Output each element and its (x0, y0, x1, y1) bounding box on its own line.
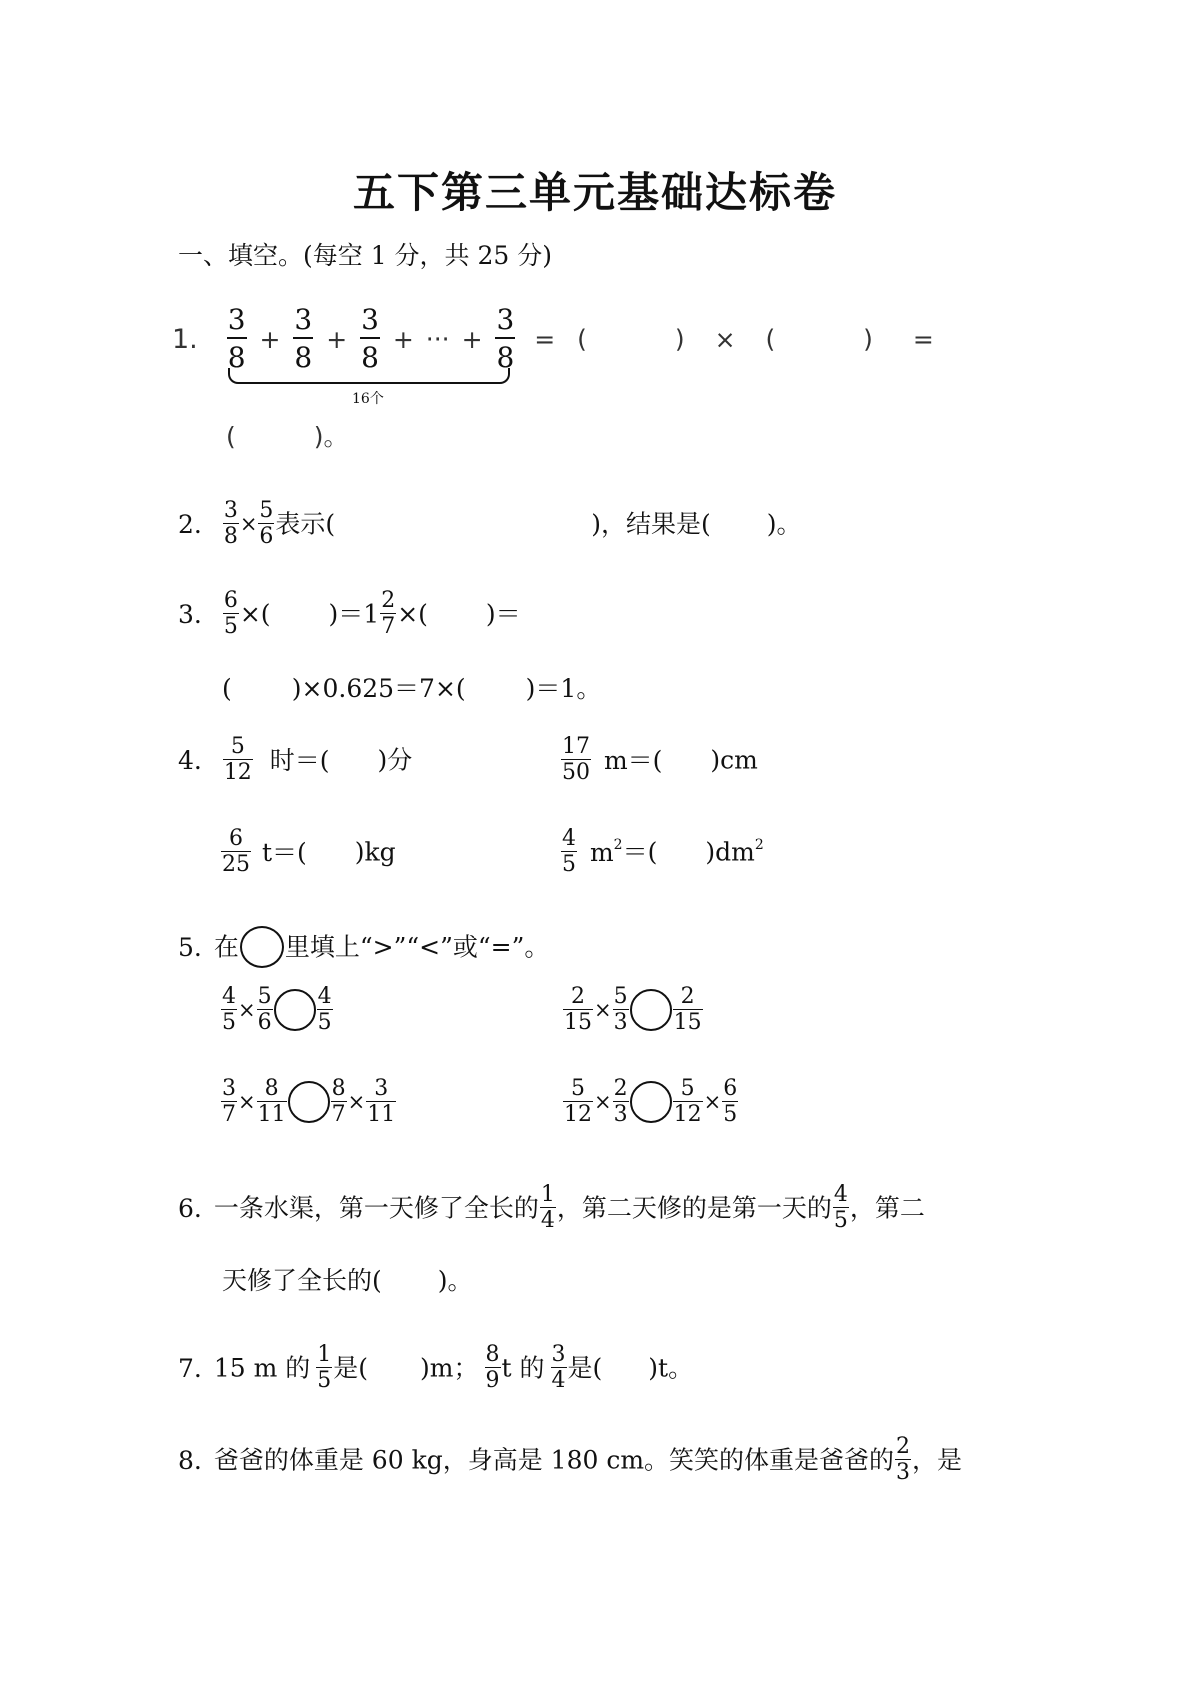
fraction: $\frac{8}{9}$ (485, 1342, 500, 1393)
comparison-circle[interactable] (630, 989, 672, 1031)
fraction: $\frac{5}{12}$ (673, 1076, 702, 1127)
question-4-d: $\frac{4}{5}$ $m^2=$( )$dm^2$ (562, 826, 764, 877)
question-1-continued: ( )。 (226, 422, 349, 451)
fraction: $\frac{1}{5}$ (317, 1342, 332, 1393)
question-8: 8. 爸爸的体重是 60 kg，身高是 180 cm。笑笑的体重是爸爸的 $\frac{2}{3}$ ，是 (178, 1434, 963, 1485)
fraction: $\frac{5}{3}$ (613, 984, 628, 1035)
question-number: 2. (178, 509, 202, 539)
comparison-circle[interactable] (274, 989, 316, 1031)
question-number: 4. (178, 745, 202, 775)
section-heading: 一、填空。(每空 1 分，共 25 分) (178, 241, 553, 270)
fraction: $\frac{6}{5}$ (223, 588, 238, 639)
question-number: 7. (178, 1353, 202, 1383)
fraction: $\frac{5}{6}$ (257, 984, 272, 1035)
fraction: $\frac{8}{7}$ (331, 1076, 346, 1127)
question-2: 2. $\frac{3}{8}$ × $\frac{5}{6}$ 表示( )，结果是( )。 (178, 498, 802, 549)
compare-row-2b: $\frac{5}{12}$ × $\frac{2}{3}$ $\frac{5}{12}$ × $\frac{6}{5}$ (564, 1076, 738, 1127)
fraction: $\frac{3}{4}$ (551, 1342, 566, 1393)
fraction: $\frac{5}{6}$ (259, 498, 274, 549)
fraction: $\frac{3}{11}$ (367, 1076, 396, 1127)
question-7: 7. 15 m 的 $\frac{1}{5}$ 是( )m； $\frac{8}{9}$ t 的 $\frac{3}{4}$ 是( )t。 (178, 1342, 694, 1393)
fraction: $\frac{2}{3}$ (896, 1434, 911, 1485)
question-number: 6. (178, 1193, 202, 1223)
fraction: $\frac{3}{8}$ (294, 303, 313, 374)
question-6-continued: 天修了全长的( )。 (222, 1266, 473, 1295)
fraction: $\frac{3}{8}$ (361, 303, 379, 374)
fraction: $\frac{2}{3}$ (613, 1076, 628, 1127)
fraction: $\frac{3}{7}$ (222, 1076, 236, 1127)
answer-blank[interactable]: ( (577, 324, 587, 354)
question-5: 5. 在 里填上“>”“<”或“=”。 (178, 926, 549, 968)
question-3-continued: ( )×0.625＝7×( )＝1。 (222, 674, 602, 703)
fraction: $\frac{6}{5}$ (723, 1076, 738, 1127)
fraction: $\frac{3}{8}$ (223, 498, 238, 549)
question-1: 1. $\frac{3}{8}$ + $\frac{3}{8}$ + $\frac{3}{8}$ + ··· + $\frac{3}{8}$ = ( ) × ( ) = (172, 303, 934, 374)
question-number: 1. (172, 323, 198, 355)
question-number: 5. (178, 932, 202, 962)
comparison-circle[interactable] (630, 1081, 672, 1123)
fraction: $\frac{5}{12}$ (564, 1076, 592, 1127)
compare-row-1a: $\frac{4}{5}$ × $\frac{5}{6}$ $\frac{4}{5}$ (222, 984, 332, 1035)
fraction: $\frac{3}{8}$ (496, 303, 515, 374)
fraction: $\frac{1}{4}$ (540, 1182, 555, 1233)
question-4-b: $\frac{17}{50}$ m＝( )cm (562, 734, 758, 785)
underbrace-label: 16个 (352, 391, 384, 407)
question-number: 3. (178, 599, 202, 629)
fraction: $\frac{8}{11}$ (257, 1076, 286, 1127)
question-6: 6. 一条水渠，第一天修了全长的 $\frac{1}{4}$ ，第二天修的是第一天的 $\frac{4}{5}$ ，第二 (178, 1182, 925, 1233)
fraction: $\frac{2}{15}$ (564, 984, 592, 1035)
comparison-circle[interactable] (288, 1081, 330, 1123)
comparison-circle (240, 926, 284, 968)
fraction: $\frac{4}{5}$ (562, 826, 576, 877)
compare-row-1b: $\frac{2}{15}$ × $\frac{5}{3}$ $\frac{2}{15}$ (564, 984, 702, 1035)
fraction: $\frac{5}{12}$ (223, 734, 252, 785)
fraction: $\frac{4}{5}$ (833, 1182, 848, 1233)
answer-blank[interactable]: ( (226, 422, 236, 451)
fraction: $\frac{6}{25}$ (222, 826, 250, 877)
question-number: 8. (178, 1445, 202, 1475)
answer-blank[interactable]: ( (765, 324, 776, 354)
underbrace (228, 368, 510, 384)
fraction: $\frac{2}{7}$ (381, 588, 396, 639)
question-4-c: $\frac{6}{25}$ t＝( )kg (222, 826, 396, 877)
fraction: $\frac{2}{15}$ (673, 984, 702, 1035)
compare-row-2a: $\frac{3}{7}$ × $\frac{8}{11}$ $\frac{8}{7}$ × $\frac{3}{11}$ (222, 1076, 396, 1127)
question-3: 3. $\frac{6}{5}$ ×( )＝1 $\frac{2}{7}$ ×( )＝ (178, 588, 521, 639)
question-4: 4. $\frac{5}{12}$ 时＝( )分 (178, 734, 413, 785)
fraction: $\frac{3}{8}$ (227, 303, 246, 374)
fraction: $\frac{4}{5}$ (222, 984, 236, 1035)
fraction: $\frac{17}{50}$ (562, 734, 590, 785)
page-title: 五下第三单元基础达标卷 (352, 168, 837, 217)
fraction: $\frac{4}{5}$ (317, 984, 332, 1035)
